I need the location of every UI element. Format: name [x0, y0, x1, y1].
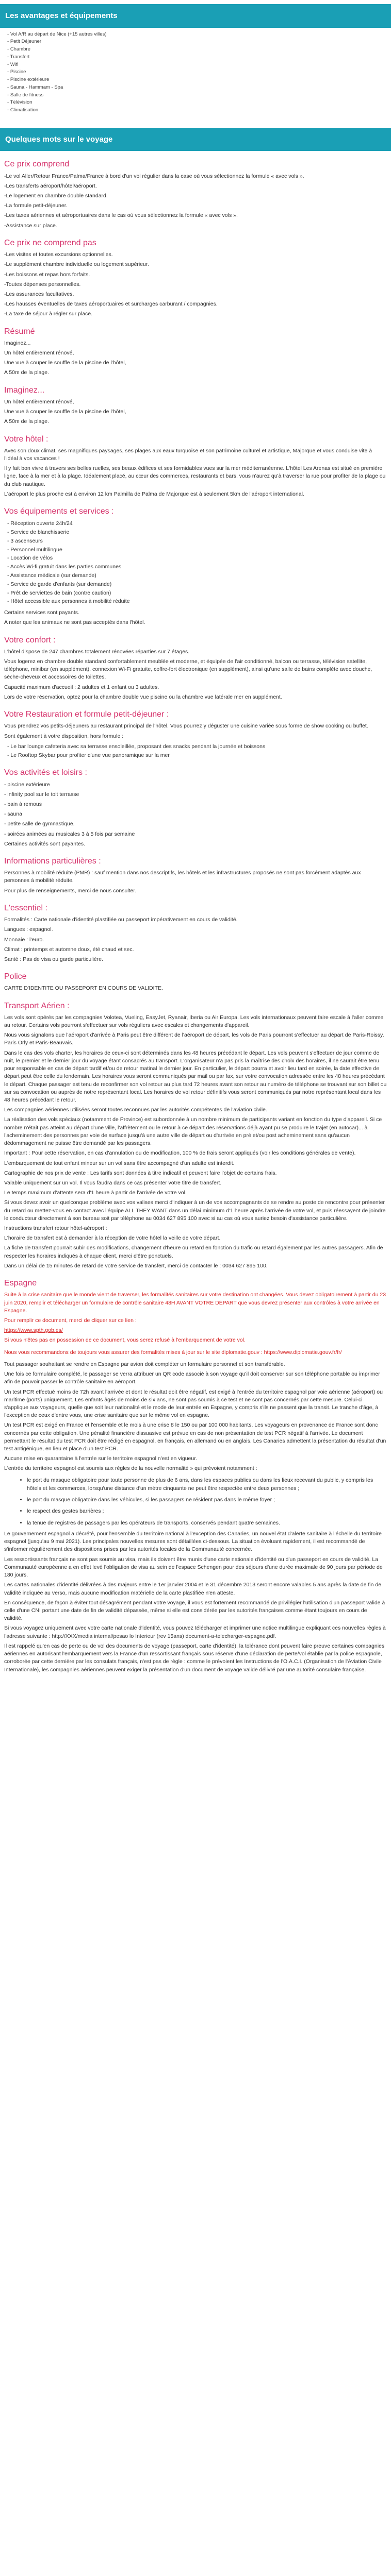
paragraph: Vous prendrez vos petits-déjeuners au restaurant principal de l'hôtel. Vous pourrez y déguster une cuisine variée sous forme de show cooking ou buffet. [4, 723, 368, 730]
text-line: Certaines activités sont payantes. [4, 840, 85, 847]
text-line: Langues : espagnol. [4, 926, 53, 933]
prix-ne-comprend-heading: Ce prix ne comprend pas [4, 238, 96, 247]
confort-heading: Votre confort : [4, 635, 56, 645]
list-item: - Vol A/R au départ de Nice (+15 autres villes) [7, 31, 391, 39]
list-item: - Chambre [7, 46, 391, 54]
paragraph: Un test PCR est exigé en France et l'ensemble et le mois à une crise 8 le 150 ou par 100 000 habitants. Les voyageurs en provenance de France sont donc concernés par cette obligation. Une pénalité financière dissuasive est prévue en cas de non présentation de test PCR négatif à l'arrivée. Le document permettant le résultat du test PCR doit être rédigé en espagnol, en français, en allemand ou en anglais. Les Canaries admettent la présentation du résultat d'un test antigénique, en lieu et place d'un test PCR. [4, 1422, 386, 1452]
list-item: - 3 ascenseurs [7, 537, 387, 546]
restauration-list [4, 742, 387, 760]
list-item: • le port du masque obligatoire pour toute personne de plus de 6 ans, dans les espaces publics ou dans les lieux recevant du public, y compris les hôtels et les commerces, lorsqu'une distance d'un mètre cinquante ne peut être respectée entre deux personnes ; [27, 1476, 387, 1493]
text-line: Santé : Pas de visa ou garde particulière. [4, 956, 104, 962]
paragraph: Cartographie de nos prix de vente : Les tarifs sont données à titre indicatif et peuvent faire l'objet de certains frais. [4, 1170, 277, 1176]
paragraph: Dans un délai de 15 minutes de retard de votre service de transfert, merci de contacter le : 0034 627 895 100. [4, 1262, 268, 1269]
text-line: -Les boissons et repas hors forfaits. [4, 271, 90, 278]
text-line: -La formule petit-déjeuner. [4, 202, 68, 209]
paragraph: Un test PCR effectué moins de 72h avant l'arrivée et dont le résultat doit être négatif, est exigé à l'entrée du territoire espagnol par voie aérienne (aéroport) ou maritime (ports) uniquement. Les enfants âgés de moins de six ans, ne sont pas soumis à ce test et ne sont pas concernés par cette mesure. Celui-ci s'applique aux voyageurs, quelle que soit leur nationalité et le mode de leur entrée en Espagne, y compris s'ils ne passent que la transit. Le tranche d'âge, à l'exception de ceux d'entre vous, une crise sanitaire que sur le même vol en espagne. [4, 1388, 383, 1419]
list-item: - Réception ouverte 24h/24 [7, 519, 387, 528]
text-line: Une vue à couper le souffle de la piscine de l'hôtel, [4, 360, 126, 366]
text-line: -Toutes dépenses personnelles. [4, 281, 81, 287]
list-item: - Piscine [7, 69, 391, 76]
form-link[interactable]: https://www.spth.gob.es/ [4, 1327, 63, 1334]
list-item: - Accès Wi-fi gratuit dans les parties communes [7, 563, 387, 571]
list-item: - Sauna - Hammam - Spa [7, 84, 391, 92]
paragraph: Important : Pour cette réservation, en cas d'annulation ou de modification, 100 % de frais seront appliqués (voir les conditions générales de vente). [4, 1150, 356, 1157]
paragraph: La réalisation des vols spéciaux (notamment de Province) est subordonnée à un nombre minimum de participants variant en fonction du type d'appareil. Si ce nombre n'était pas atteint au départ d'une ville, l'affrètement ou le retour à ce départ des réservations déjà ayant pu se produire le trajet (en autocar)... à l'acheminement des personnes par voie de surface jusqu'à une autre ville de départ ou d'arrivée en pré et/ou post acheminement sans qu'aucun dédommagement ne puisse être demandé par les passagers. [4, 1116, 382, 1147]
restauration-heading: Votre Restauration et formule petit-déjeuner : [4, 710, 169, 719]
resume-heading: Résumé [4, 327, 35, 336]
paragraph: La fiche de transfert pourrait subir des modifications, changement d'heure ou retard en fonction du trafic ou retard également par les autres passagers. Afin de respecter les horaires indiqués à chaque client, merci d'être ponctuels. [4, 1245, 383, 1259]
sejour-banner: Quelques mots sur le voyage [0, 128, 391, 151]
text-line: -Les visites et toutes excursions optionnelles. [4, 251, 113, 258]
hotel-heading: Votre hôtel : [4, 434, 48, 444]
list-item: - Service de blanchisserie [7, 528, 387, 537]
text-line: Un hôtel entièrement rénové, [4, 350, 74, 357]
text-line: -Les hausses éventuelles de taxes aéroportuaires et surcharges carburant / compagnies. [4, 301, 218, 308]
list-item: - Personnel multilingue [7, 546, 387, 554]
text-line: Formalités : Carte nationale d'identité plastifiée ou passeport impérativement en cours de validité. [4, 917, 238, 923]
list-item: - Service de garde d'enfants (sur demande) [7, 580, 387, 589]
text-line: Une vue à couper le souffle de la piscine de l'hôtel, [4, 409, 126, 415]
text-line: - sauna [4, 811, 23, 818]
rules-list [4, 1476, 387, 1527]
text-line: - petite salle de gymnastique. [4, 821, 75, 827]
prix-comprend-heading: Ce prix comprend [4, 160, 70, 169]
paragraph: CARTE D'IDENTITE OU PASSEPORT EN COURS DE VALIDITE. [4, 985, 163, 992]
paragraph: Il y fait bon vivre à travers ses belles ruelles, ses beaux édifices et ses formidables vues sur la mer méditerranéenne. L'hôtel Les Arenas est situé en première ligne, face à la mer et à la plage. Idéalement placé, au cœur des commerces, restaurants et bars, vous n'aurez qu'à traverser la rue pour profiter de la plage ou du club nautique. [4, 465, 386, 487]
services-list [4, 519, 387, 606]
text-line: -Les transferts aéroport/hôtel/aéroport. [4, 182, 97, 189]
paragraph: L'entrée du territoire espagnol est soumis aux règles de la nouvelle normalité » qui prévoient notamment : [4, 1465, 257, 1472]
equipements-list [0, 31, 391, 114]
list-item: - Le bar lounge cafeteria avec sa terrasse ensoleillée, proposant des snacks pendant la journée et boissons [7, 742, 387, 751]
paragraph: Instructions transfert retour hôtel-aéroport : [4, 1225, 107, 1232]
text-line: - bain à remous [4, 801, 42, 807]
list-item: - Le Rooftop Skybar pour profiter d'une vue panoramique sur la mer [7, 751, 387, 760]
paragraph: Si vous devez avoir un quelconque problème avec vos valises merci d'indiquer à un de vos accompagnants de se rendre au poste de rencontre pour présenter du retard ou mettez-vous en contact avec l'équipe ALL THEY WANT dans un délai minimum d'1 heure après l'arrivée de votre vol, et puis réessayent de joindre le conducteur directement à son bureau soit par téléphone au 0034 627 895 100 avec si au cas où vous auriez besoin d'assistance particulière. [4, 1199, 386, 1222]
equipements-banner: Les avantages et équipements [0, 4, 391, 28]
diplomatie-link[interactable]: Nous vous recommandons de toujours vous assurer des formalités mises à jour sur le site diplomatie.gouv : https://www.diplomatie.gouv.fr/fr/ [4, 1349, 342, 1355]
list-item: - Piscine extérieure [7, 76, 391, 84]
paragraph: Les cartes nationales d'identité délivrées à des majeurs entre le 1er janvier 2004 et le 31 décembre 2013 seront encore valables 5 ans après la date de fin de validité indiquée au verso, mais aucune modification matérielle de la carte plastifiée n'en atteste. [4, 1582, 382, 1596]
text-line: Pour remplir ce document, merci de cliquer sur ce lien : [4, 1317, 137, 1324]
equip-services-heading: Vos équipements et services : [4, 507, 114, 516]
text-line: Monnaie : l'euro. [4, 936, 44, 943]
paragraph: Nous vous signalons que l'aéroport d'arrivée à Paris peut être différent de l'aéroport de départ, les vols de Paris pourront s'effectuer au départ de Paris-Roissy, Paris Orly et Paris-Beauvais. [4, 1032, 384, 1046]
paragraph: Lors de votre réservation, optez pour la chambre double vue piscine ou la chambre vue latérale mer en supplément. [4, 693, 282, 700]
paragraph: L'hôtel dispose de 247 chambres totalement rénovées réparties sur 7 étages. [4, 648, 190, 655]
paragraph: Les compagnies aériennes utilisées seront toutes reconnues par les autorités compétentes de l'aviation civile. [4, 1107, 267, 1113]
text-line: - soirées animées au musicales 3 à 5 fois par semaine [4, 831, 135, 837]
text-line: A 50m de la plage. [4, 418, 49, 425]
paragraph: Les ressortissants français ne sont pas soumis au visa, mais ils doivent être munis d'une carte nationale d'identité ou d'un passeport en cours de validité. La Communauté européenne a en effet levé l'obligation de visa au sein de l'espace Schengen pour des séjours d'une durée maximale de 90 jours par période de 180 jours. [4, 1556, 383, 1579]
sejour-content [0, 158, 391, 1673]
text-line: -Le logement en chambre double standard. [4, 193, 108, 199]
paragraph: Tout passager souhaitant se rendre en Espagne par avion doit compléter un formulaire personnel et son transférable. [4, 1361, 285, 1367]
text-line: Climat : printemps et automne doux, été chaud et sec. [4, 946, 134, 953]
paragraph: L'embarquement de tout enfant mineur sur un vol sans être accompagné d'un adulte est interdit. [4, 1160, 235, 1166]
paragraph: Dans le cas des vols charter, les horaires de ceux-ci sont déterminés dans les 48 heures précédant le départ. Les vols peuvent s'effectuer de jour comme de nuit, le premier et le dernier jour du voyage étant consacrés au transport. L'organisateur n'a pas pris la maîtrise des choix des horaires, il ne saurait être tenu pour responsable en cas de départ tardif et/ou de retour matinal le dernier jour. En particulier, le départ pourra et avoir lieu tard en soirée, la date effective de départ peut être celle du lendemain. Les horaires vous seront communiqués par mail ou par fax, sur votre convocation adressée entre les 48 heures précédant le départ. Chaque passager est tenu de reconfirmer son vol retour au plus tard 72 heures avant son retour au numéro de téléphone se trouvant sur son billet ou sur sa convocation ou auprès de notre représentant local. Les horaires de vol retour définitifs vous seront communiqués par notre représentant local dans les 48 heures précédant le retour. [4, 1049, 387, 1103]
text-line: A 50m de la plage. [4, 369, 49, 376]
list-item: - Assistance médicale (sur demande) [7, 571, 387, 580]
paragraph: Capacité maximum d'accueil : 2 adultes et 1 enfant ou 3 adultes. [4, 684, 159, 690]
paragraph: Le gouvernement espagnol a décrété, pour l'ensemble du territoire national à l'exception des Canaries, un nouvel état d'alerte sanitaire à l'échelle du territoire espagnol (jusqu'au 9 mai 2021). Les principales nouvelles mesures sont détaillées ci-dessous. La situation évoluant rapidement, il est recommandé de s'informer régulièrement des dispositions prises par les autorités locales de la Communauté concernée. [4, 1531, 382, 1553]
text-line: -Le supplément chambre individuelle ou logement supérieur. [4, 261, 149, 268]
text-line: Imaginez... [4, 340, 31, 346]
text-line: - piscine extérieure [4, 781, 50, 788]
police-heading: Police [4, 972, 27, 981]
paragraph: Les vols sont opérés par les compagnies Volotea, Vueling, EasyJet, Ryanair, Iberia ou Air Europa. Les vols internationaux peuvent faire escale à l'aller comme au retour. Certains vols pourront s'effectuer sur vols réguliers avec escales et changements d'appareil. [4, 1014, 384, 1028]
text-line: Certains services sont payants. [4, 609, 79, 616]
list-item: - Salle de fitness [7, 92, 391, 99]
espagne-heading: Espagne [4, 1279, 37, 1288]
list-item: • le respect des gestes barrières ; [27, 1507, 387, 1515]
paragraph: Personnes à mobilité réduite (PMR) : sauf mention dans nos descriptifs, les hôtels et les infrastructures proposés ne sont pas forcément adaptés aux personnes à mobilité réduite. [4, 870, 361, 884]
text-line: Si vous n'êtes pas en possession de ce document, vous serez refusé à l'embarquement de votre vol. [4, 1337, 246, 1344]
paragraph: Avec son doux climat, ses magnifiques paysages, ses plages aux eaux turquoise et son patrimoine culturel et artistique, Majorque et vous conduise vite à l'idéal à vos vacances ! [4, 447, 372, 462]
list-item: - Prêt de serviettes de bain (contre caution) [7, 589, 387, 598]
paragraph: L'horaire de transfert est à demander à la réception de votre hôtel la veille de votre départ. [4, 1235, 221, 1242]
essentiel-heading: L'essentiel : [4, 903, 47, 912]
text-line: Un hôtel entièrement rénové, [4, 398, 74, 405]
infos-heading: Informations particulières : [4, 857, 101, 866]
paragraph: Il est rappelé qu'en cas de perte ou de vol des documents de voyage (passeport, carte d'identité), la tolérance dont peuvent faire preuve certaines compagnies aériennes en autorisant l'embarquement vers la France d'un ressortissant français sous réserve d'une déclaration de perte/vol établie par la police espagnole, corroborée par cette dernière par les consulats français, n'est pas de règle : comme le prévoient les Instructions de l'O.A.C.I. (Organisation de l'Aviation Civile Internationale), les compagnies aériennes peuvent exiger la présentation d'un document de voyage valide délivré par une autorité consulaire française. [4, 1642, 385, 1673]
paragraph: L'aéroport le plus proche est à environ 12 km Palmilla de Palma de Majorque est à seulement 5km de l'aéroport international. [4, 490, 304, 497]
text-line: -Les taxes aériennes et aéroportuaires dans le cas où vous sélectionnez la formule « avec vols ». [4, 212, 238, 219]
paragraph: Le temps maximum d'attente sera d'1 heure à partir de l'arrivée de votre vol. [4, 1190, 187, 1196]
text-line: - infinity pool sur le toit terrasse [4, 791, 79, 798]
activites-heading: Vos activités et loisirs : [4, 768, 87, 777]
paragraph: En conséquence, de façon à éviter tout désagrément pendant votre voyage, il vous est fortement recommandé de privilégier l'utilisation d'un passeport valide à celle d'une CNI portant une date de fin de validité dépassée, même si elle est considérée par les autorités françaises comme étant toujours en cours de validité. [4, 1599, 385, 1622]
list-item: - Climatisation [7, 107, 391, 114]
paragraph: Une fois ce formulaire complété, le passager se verra attribuer un QR code associé à son voyage qu'il doit conserver sur son téléphone portable ou imprimer afin de pouvoir passer le contrôle sanitaire en aéroport. [4, 1371, 380, 1385]
transport-heading: Transport Aérien : [4, 1001, 70, 1010]
imaginez-heading: Imaginez... [4, 385, 45, 395]
paragraph: Vous logerez en chambre double standard confortablement meublée et moderne, et équipée de l'air conditionné, balcon ou terrasse, télévision satellite, téléphone, minibar (en supplément), connexion Wi-Fi gratuite, coffre-fort électronique (en supplément), ainsi qu'une salle de bains complète avec douche, sèche-cheveux et accessoires de toilettes. [4, 658, 372, 681]
list-item: • le port du masque obligatoire dans les véhicules, si les passagers ne résident pas dans le même foyer ; [27, 1496, 387, 1504]
list-item: - Location de vélos [7, 554, 387, 563]
paragraph: Pour plus de renseignements, merci de nous consulter. [4, 887, 137, 894]
equipements-section [0, 4, 391, 114]
list-item: • la tenue de registres de passagers par les opérateurs de transports, conservés pendant quatre semaines. [27, 1519, 387, 1527]
sanitary-warning: Suite à la crise sanitaire que le monde vient de traverser, les formalités sanitaires sur votre destination ont changées. Vous devez obligatoirement à partir du 23 juin 2020, remplir et télécharger un formulaire de contrôle sanitaire 48H AVANT VOTRE DÉPART que vous devrez présenter aux contrôles à votre arrivée en Espagne. [4, 1292, 386, 1314]
list-item: - Hôtel accessible aux personnes à mobilité réduite [7, 597, 387, 606]
text-line: -Le vol Aller/Retour France/Palma/France à bord d'un vol régulier dans la case où vous sélectionnez la formule « avec vols ». [4, 173, 304, 179]
paragraph: Valable uniquement sur un vol. Il vous faudra dans ce cas présenter votre titre de transfert. [4, 1179, 222, 1186]
paragraph: Aucune mise en quarantaine à l'entrée sur le territoire espagnol n'est en vigueur. [4, 1455, 198, 1462]
list-item: - Petit Déjeuner [7, 38, 391, 46]
list-item: - Transfert [7, 54, 391, 61]
paragraph: Si vous voyagez uniquement avec votre carte nationale d'identité, vous pouvez télécharger et imprimer une notice multilingue expliquant ces nouvelles règles à l'adresse suivante : http://XXX/media internal/pesao lo Interieur (rev 15ans) document-a-telecharger-espagne.pdf. [4, 1625, 386, 1639]
list-item: - Télévision [7, 99, 391, 107]
text-line: A noter que les animaux ne sont pas acceptés dans l'hôtel. [4, 619, 145, 626]
text-line: -La taxe de séjour à régler sur place. [4, 311, 93, 317]
text-line: -Les assurances facultatives. [4, 291, 74, 297]
paragraph: Sont également à votre disposition, hors formule : [4, 733, 124, 739]
list-item: - Wifi [7, 61, 391, 69]
text-line: -Assistance sur place. [4, 222, 57, 229]
